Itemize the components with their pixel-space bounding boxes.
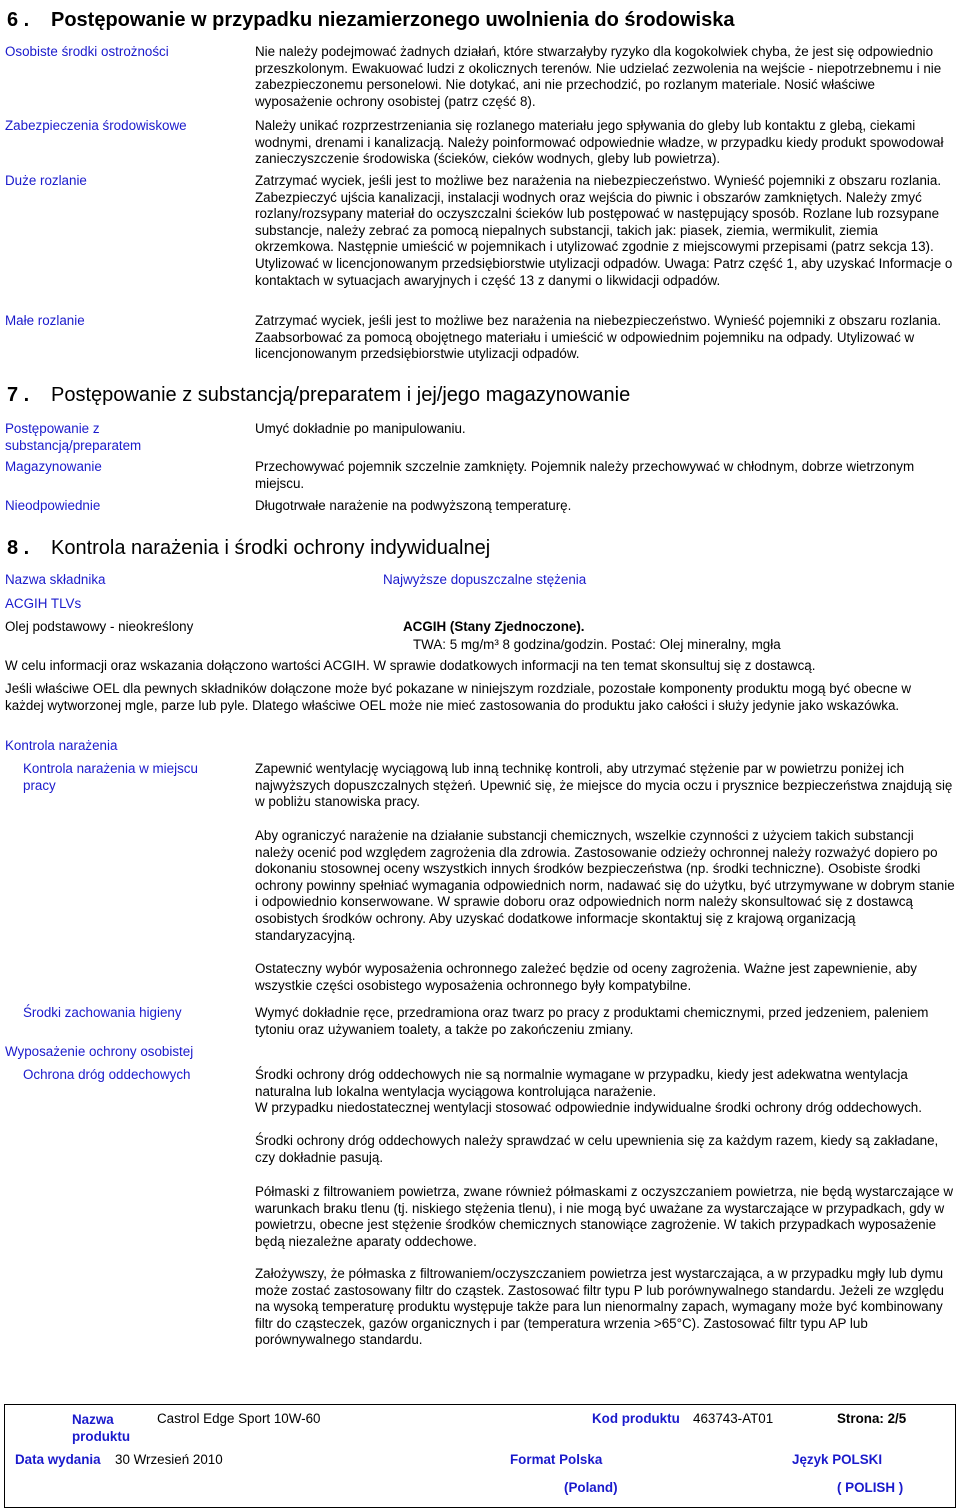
respiratory-p1: Środki ochrony dróg oddechowych nie są normalnie wymagane w przypadku, kiedy jest adekwatna wentylacja naturalna lub lokalna wentylacja wyciągowa kontrolująca narażenie. xyxy=(255,1067,908,1099)
section-number: 8 . xyxy=(7,537,30,559)
oel-note: Jeśli właściwe OEL dla pewnych składników dołączone może być pokazane w niniejszym rozdziale, pozostałe komponenty produktu mogą być obecne w każdej wytworzonej mgle, parze lub pyle. Dlatego właściwe OEL może nie mieć zastosowania do produktu jako całości i służy jedynie jako wskazówka. xyxy=(5,681,912,713)
text-handling: Umyć dokładnie po manipulowaniu. xyxy=(255,421,466,436)
section-title: Postępowanie w przypadku niezamierzonego uwolnienia do środowiska xyxy=(51,9,735,31)
text-unsuitable: Długotrwałe narażenie na podwyższoną temperaturę. xyxy=(255,498,572,513)
acgih-tlvs-label: ACGIH TLVs xyxy=(5,596,82,611)
row-environmental xyxy=(5,118,960,169)
col-component-name: Nazwa składnika xyxy=(5,572,106,587)
footer-product-name: Castrol Edge Sport 10W-60 xyxy=(157,1411,321,1426)
row-text: Zatrzymać wyciek, jeśli jest to możliwe bez narażenia na niebezpieczeństwo. Wynieść pojemniki z obszaru rozlania. Zaabsorbować za pomocą obojętnego materiału i umieścić w odpowiednim pojemniku na odpady. Utylizować w licencjonowanym przedsiębiorstwie utylizacji odpadów. xyxy=(255,313,942,362)
label-unsuitable: Nieodpowiednie xyxy=(5,498,101,513)
section-title: Kontrola narażenia i środki ochrony indywidualnej xyxy=(51,537,491,559)
limit-text: TWA: 5 mg/m³ 8 godzina/godzin. Postać: Olej mineralny, mgła xyxy=(413,637,781,652)
row-text: Nie należy podejmować żadnych działań, które stwarzałyby ryzyko dla kogokolwiek chyba, że jest się odpowiednio przeszkolonym. Ewakuować ludzi z okolicznych terenów. Nie udzielać zezwolenia na wejście - niepotrzebnemu i nie zabezpieczonemu personelowi. Nie dotykać, ani nie przechodzić, po rozlanym materiale. Nosić właściwe wyposażenie ochrony osobistej (patrz część 8). xyxy=(255,44,942,109)
footer-format: Format Polska xyxy=(510,1452,603,1467)
section-7-header xyxy=(7,383,955,407)
respiratory-p3: Środki ochrony dróg oddechowych należy sprawdzać w celu upewnienia się za każdym razem, kiedy są zakładane, czy dokładnie pasują. xyxy=(255,1133,939,1165)
workplace-p2: Aby ograniczyć narażenie na działanie substancji chemicznych, wszelkie czynności z użyciem takich substancji należy ocenić pod względem zagrożenia dla zdrowia. Zastosowanie odzieży ochronnej należy rozważyć dopiero po dokonaniu stosownej oceny wszystkich innych środków bezpieczeństwa (np. środki techniczne). Osobiste środki ochrony powinny spełniać wymagania odpowiednich norm, nadawać się do użytku, być utrzymywane w dobrym stanie i odpowiednio konserwowane. W sprawie doboru oraz odpowiednich norm należy skonsultować się z dostawcą osobistych środków ochrony. Aby uzyskać dodatkowe informacje skontaktuj się z krajową organizacją standaryzacyjną. xyxy=(255,828,955,943)
footer-code-label: Kod produktu xyxy=(592,1411,680,1426)
respiratory-p2: W przypadku niedostatecznej wentylacji stosować odpowiednie indywidualne środki ochrony dróg oddechowych. xyxy=(255,1100,922,1115)
col-exposure-limits: Najwyższe dopuszczalne stężenia xyxy=(383,572,587,587)
workplace-p1: Zapewnić wentylację wyciągową lub inną technikę kontroli, aby utrzymać stężenie par w powietrzu poniżej ich najwyższych dopuszczalnych stężeń. Upewnić się, że miejsce do mycia oczu i prysznice bezpieczeństwa znajdują się w pobliżu stanowiska pracy. xyxy=(255,761,953,810)
label-storage: Magazynowanie xyxy=(5,459,102,474)
row-label: Zabezpieczenia środowiskowe xyxy=(5,118,187,133)
footer-language-code: ( POLISH ) xyxy=(837,1480,904,1495)
exposure-control-label: Kontrola narażenia xyxy=(5,738,118,753)
row-small-spill xyxy=(5,313,960,363)
hygiene-label: Środki zachowania higieny xyxy=(23,1005,182,1020)
row-text: Należy unikać rozprzestrzeniania się rozlanego materiału jego spływania do gleby lub kontaktu z glebą, ciekami wodnymi, drenami i kanalizacją. Należy poinformować odpowiednie władze, w przypadku kiedy produkt spowodował zanieczyszczenie środowiska (ścieków, cieków wodnych, gleby lub powietrza). xyxy=(255,118,944,167)
footer-language: Język POLSKI xyxy=(792,1452,883,1467)
section-8-header xyxy=(7,536,955,560)
footer-format-country: (Poland) xyxy=(564,1480,618,1495)
row-personal-precautions xyxy=(5,44,960,114)
respiratory-p5: Założywszy, że półmaska z filtrowaniem/oczyszczaniem powietrza jest wystarczająca, a w przypadku mgły lub dymu może zostać zastosowany filtr do cząstek. Zastosować filtr typu P lub porównywalnego standardu. Jeżeli ze względu na wysoką temperaturę produktu występuje także para lun nienormalny zapach, wymagany może być kombinowany filtr do cząsteczek, gazów organicznych i par (temperatura wrzenia >65°C). Zastosować filtr typu AP lub porównywalnego standardu. xyxy=(255,1266,944,1348)
footer-page: Strona: 2/5 xyxy=(837,1411,907,1426)
footer-product-name-label: Nazwa produktu xyxy=(72,1412,131,1444)
row-large-spill xyxy=(5,173,960,309)
section-title: Postępowanie z substancją/preparatem i jej/jego magazynowanie xyxy=(51,384,631,406)
component-name: Olej podstawowy - nieokreślony xyxy=(5,619,194,634)
respiratory-p4: Półmaski z filtrowaniem powietrza, zwane również półmaskami z oczyszczaniem powietrza, nie będą wystarczające w warunkach braku tlenu (tj. niskiego stężenia tlenu), i nie mogą być uważane za wystarczające w przypadkach, gdy w powietrzu, obecne jest stężenie środków chemicznych stanowiące zagrożenie. W takich przypadkach wyposażenie będą niezależne aparaty oddechowe. xyxy=(255,1184,954,1249)
row-text: Zatrzymać wyciek, jeśli jest to możliwe bez narażenia na niebezpieczeństwo. Wynieść pojemniki z obszaru rozlania. Zabezpieczyć ujścia kanalizacji, instalacji wodnych oraz wejścia do piwnic i obszarów zamkniętych. Należy zmyć rozlany/rozsypany materiał do oczyszczalni ścieków lub postępować w następujący sposób. Rozlane lub rozsypane substancje, należy zebrać za pomocą niepalnych substancji, takich jak: piasek, ziemia, wermikulit, ziemia okrzemkowa. Następnie umieścić w pojemnikach i utylizować zgodnie z miejscowymi przepisami (patrz sekcja 13). Utylizować w licencjonowanym przedsiębiorstwie utylizacji odpadów. Uwaga: Patrz część 1, aby uzyskać Informacje o kontaktach w sytuacjach awaryjnych i część 13 z danymi o likwidacji odpadów. xyxy=(255,173,953,288)
row-label: Małe rozlanie xyxy=(5,313,85,328)
footer-date-label: Data wydania xyxy=(15,1452,101,1467)
label-handling: Postępowanie z substancją/preparatem xyxy=(5,421,142,453)
acgih-note: W celu informacji oraz wskazania dołączono wartości ACGIH. W sprawie dodatkowych informacji na ten temat skonsultuj się z dostawcą. xyxy=(5,658,816,673)
section-number: 6 . xyxy=(7,9,30,31)
ppe-label: Wyposażenie ochrony osobistej xyxy=(5,1044,194,1059)
limit-title: ACGIH (Stany Zjednoczone). xyxy=(403,619,585,634)
footer-date: 30 Wrzesień 2010 xyxy=(115,1452,223,1467)
hygiene-text: Wymyć dokładnie ręce, przedramiona oraz twarz po pracy z produktami chemicznymi, przed jedzeniem, paleniem tytoniu oraz używaniem toalety, a także po zakończeniu zmiany. xyxy=(255,1005,929,1037)
section-number: 7 . xyxy=(7,384,30,406)
row-label: Osobiste środki ostrożności xyxy=(5,44,169,59)
respiratory-label: Ochrona dróg oddechowych xyxy=(23,1067,191,1082)
workplace-control-label: Kontrola narażenia w miejscu pracy xyxy=(23,761,198,793)
workplace-p3: Ostateczny wybór wyposażenia ochronnego zależeć będzie od oceny zagrożenia. Ważne jest zapewnienie, aby wszystkie części osobistego wyposażenia ochronnego były kompatybilne. xyxy=(255,961,917,993)
section-6-header xyxy=(7,8,955,32)
section-6-body xyxy=(5,44,960,367)
row-label: Duże rozlanie xyxy=(5,173,87,188)
footer-code: 463743-AT01 xyxy=(693,1411,774,1426)
text-storage: Przechowywać pojemnik szczelnie zamknięty. Pojemnik należy przechowywać w chłodnym, dobrze wietrzonym miejscu. xyxy=(255,459,915,491)
